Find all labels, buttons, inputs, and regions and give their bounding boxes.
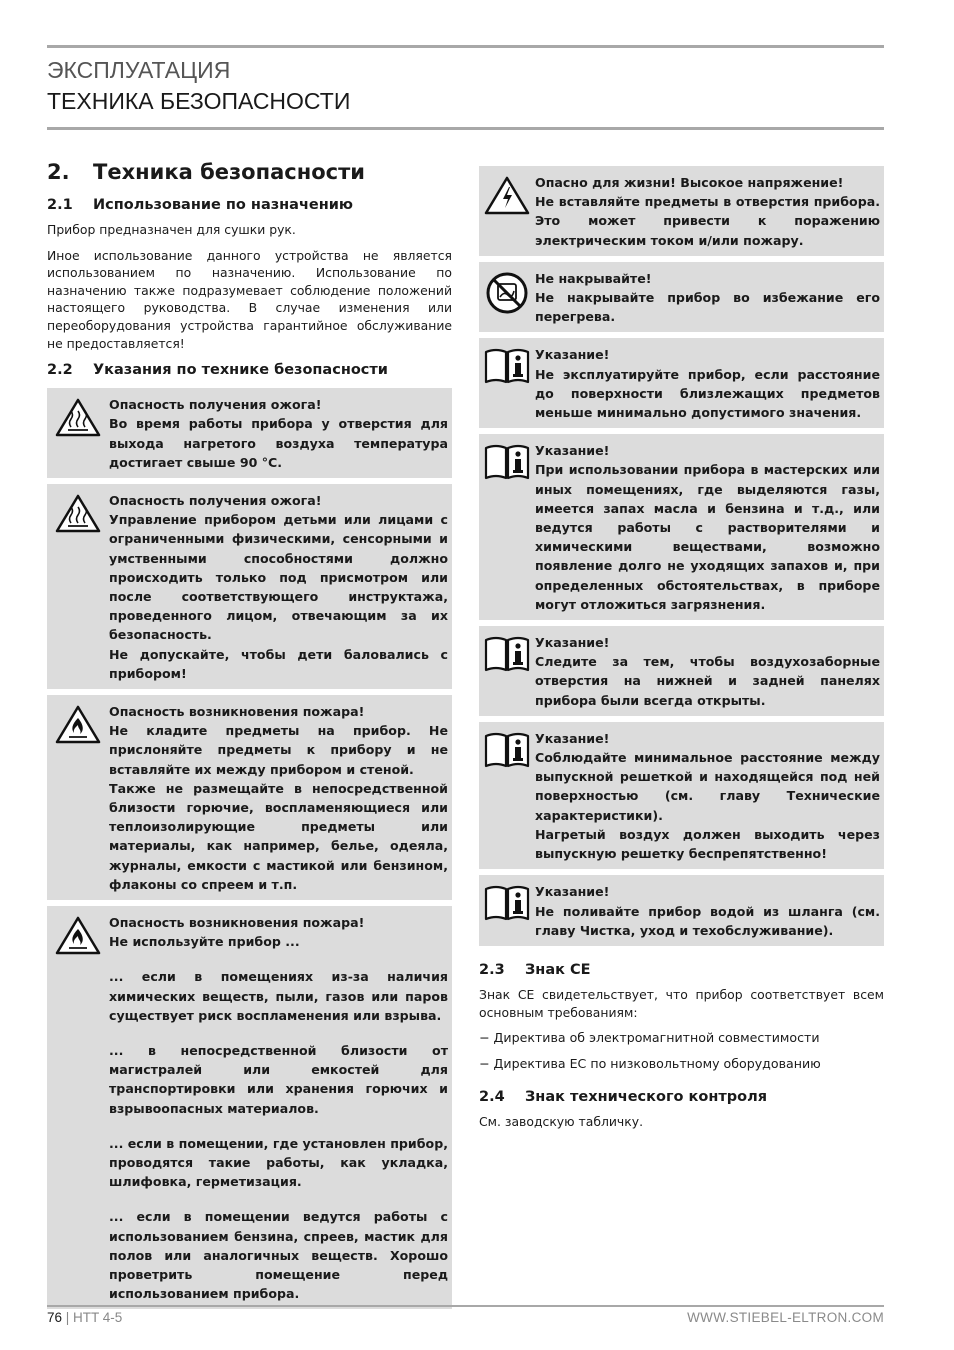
note-workshop (479, 434, 884, 620)
note-no-water (479, 875, 884, 946)
footer-page-info (47, 1310, 122, 1325)
header-chapter: ЭКСПЛУАТАЦИЯ (47, 57, 231, 83)
warning-fire-2 (47, 906, 452, 1309)
warning-title: Опасность получения ожога! (109, 492, 322, 508)
intended-use-p2: Иное использование данного устройства не является использованием по назначению. Использование по назначению также подразумевает соблюдение положений настоящего руководства. В случае изменения или переоборудования устройства гарантийное обслуживание не предоставляется! (47, 247, 452, 351)
inspection-mark-text: См. заводскую табличку. (479, 1114, 644, 1130)
note-title: Указание! (535, 730, 610, 746)
footer-model: HTT 4-5 (73, 1310, 123, 1325)
header-bottom-rule (47, 127, 884, 130)
info-book-icon (479, 441, 535, 614)
warning-title: Опасно для жизни! Высокое напряжение! (535, 175, 844, 190)
footer-separator: | (62, 1310, 74, 1325)
subsection-2-4-title: 2.4 Знак технического контроля (479, 1089, 768, 1106)
note-text: Не эксплуатируйте прибор, если расстояние до поверхности близлежащих предметов меньше минимально допустимого значения. (535, 366, 880, 421)
info-book-icon (479, 882, 535, 940)
warning-text: ... если в помещении ведутся работы с использованием бензина, спреев, мастик для полов или аналогичных веществ. Хорошо проветрить помещение перед использованием прибора. (109, 1209, 448, 1302)
high-voltage-icon (479, 173, 535, 250)
header-top-rule (47, 45, 884, 48)
header-title: ТЕХНИКА БЕЗОПАСНОСТИ (47, 88, 351, 114)
warning-burn-1 (47, 388, 452, 478)
note-distance (479, 338, 884, 428)
page-number: 76 (47, 1310, 63, 1325)
warning-text: ... если в помещении, где установлен прибор, проводятся такие работы, как укладка, шлифовка, герметизация. (109, 1135, 448, 1190)
info-book-icon (479, 345, 535, 422)
warning-text: Не накрывайте прибор во избежание его перегрева. (535, 290, 880, 325)
warning-burn-2 (47, 484, 452, 689)
ce-directive-emc: − Директива об электромагнитной совместимости (479, 1030, 820, 1046)
left-column (47, 160, 452, 1315)
footer-website: WWW.STIEBEL-ELTRON.COM (687, 1310, 884, 1325)
warning-text: Не кладите предметы на прибор. Не прислоняйте предметы к прибору и не вставляйте их между прибором и стеной. (109, 723, 448, 777)
warning-title: Опасность возникновения пожара! (109, 915, 365, 931)
section-title: 2. Техника безопасности (47, 160, 366, 184)
note-title: Указание! (535, 347, 610, 363)
warning-fire-1 (47, 695, 452, 900)
note-text: При использовании прибора в мастерских или иных помещениях, где выделяются газы, имеется запах масла и бензина и т.д., или ведутся работы с растворителями и химическими веществами, возможно появление долго не уходящих запахов и, при определенных обстоятельствах, в приборе могут отложиться загрязнения. (535, 462, 880, 612)
warning-text: Не вставляйте предметы в отверстия прибора. Это может привести к поражению электрическим током и/или пожару. (535, 194, 880, 248)
subsection-2-1-title: 2.1 Использование по назначению (47, 197, 354, 213)
warning-text: Управление прибором детьми или лицами с ограниченными физическими, сенсорными и умственными способностями должно происходить только под присмотром или после соответствующего инструктажа, проведенного лицом, отвечающим за их безопасность. (109, 512, 448, 643)
note-text: Следите за тем, чтобы воздухозаборные отверстия на нижней и задней панелях прибора были всегда открыты. (535, 654, 880, 708)
warning-title: Не накрывайте! (535, 270, 652, 286)
note-text: Нагретый воздух должен выходить через выпускную решетку беспрепятственно! (535, 826, 880, 862)
right-column (479, 166, 884, 1139)
note-text: Соблюдайте минимальное расстояние между выпускной решеткой и находящейся под ней поверхностью (см. главу Технические характеристики). (535, 750, 880, 823)
warning-text: ... в непосредственной близости от магистралей или емкостей для транспортировки или хранения горючих и взрывоопасных материалов. (109, 1043, 448, 1116)
subsection-2-3-title: 2.3 Знак CE (479, 961, 591, 978)
subsection-2-2-title: 2.2 Указания по технике безопасности (47, 362, 388, 379)
note-text: Не поливайте прибор водой из шланга (см. главу Чистка, уход и техобслуживание). (535, 903, 880, 938)
warning-text: ... если в помещениях из-за наличия химических веществ, пыли, газов или паров существует риск воспламенения или взрыва. (109, 969, 448, 1023)
hot-surface-warning-icon (47, 491, 109, 683)
fire-warning-icon (47, 913, 109, 1303)
note-min-distance (479, 722, 884, 869)
warning-text: Также не размещайте в непосредственной близости горючие, воспламеняющиеся или теплоизолирующие предметы или материалы, как например, белье, одеяла, журналы, емкости с мастикой или бензином, флаконы со спреем и т.п. (109, 780, 448, 892)
warning-title: Опасность возникновения пожара! (109, 704, 365, 719)
warning-text: Не используйте прибор ... (109, 934, 300, 950)
warning-text: Во время работы прибора у отверстия для выхода нагретого воздуха температура достигает свыше 90 °C. (109, 416, 448, 470)
hot-surface-warning-icon (47, 395, 109, 472)
warning-text: Не допускайте, чтобы дети баловались с прибором! (109, 646, 448, 681)
info-book-icon (479, 633, 535, 710)
footer-rule (47, 1305, 884, 1307)
note-title: Указание! (535, 635, 610, 651)
ce-mark-text: Знак CE свидетельствует, что прибор соответствует всем основным требованиям: (479, 986, 884, 1020)
warning-title: Опасность получения ожога! (109, 397, 322, 413)
note-title: Указание! (535, 443, 610, 459)
note-title: Указание! (535, 884, 610, 900)
note-air-intake (479, 626, 884, 716)
info-book-icon (479, 729, 535, 863)
fire-warning-icon (47, 702, 109, 894)
intended-use-p1: Прибор предназначен для сушки рук. (47, 222, 296, 237)
do-not-cover-icon (479, 269, 535, 327)
warning-do-not-cover (479, 262, 884, 333)
warning-high-voltage (479, 166, 884, 256)
ce-directive-lv: − Директива EC по низковольтному оборудованию (479, 1056, 821, 1072)
